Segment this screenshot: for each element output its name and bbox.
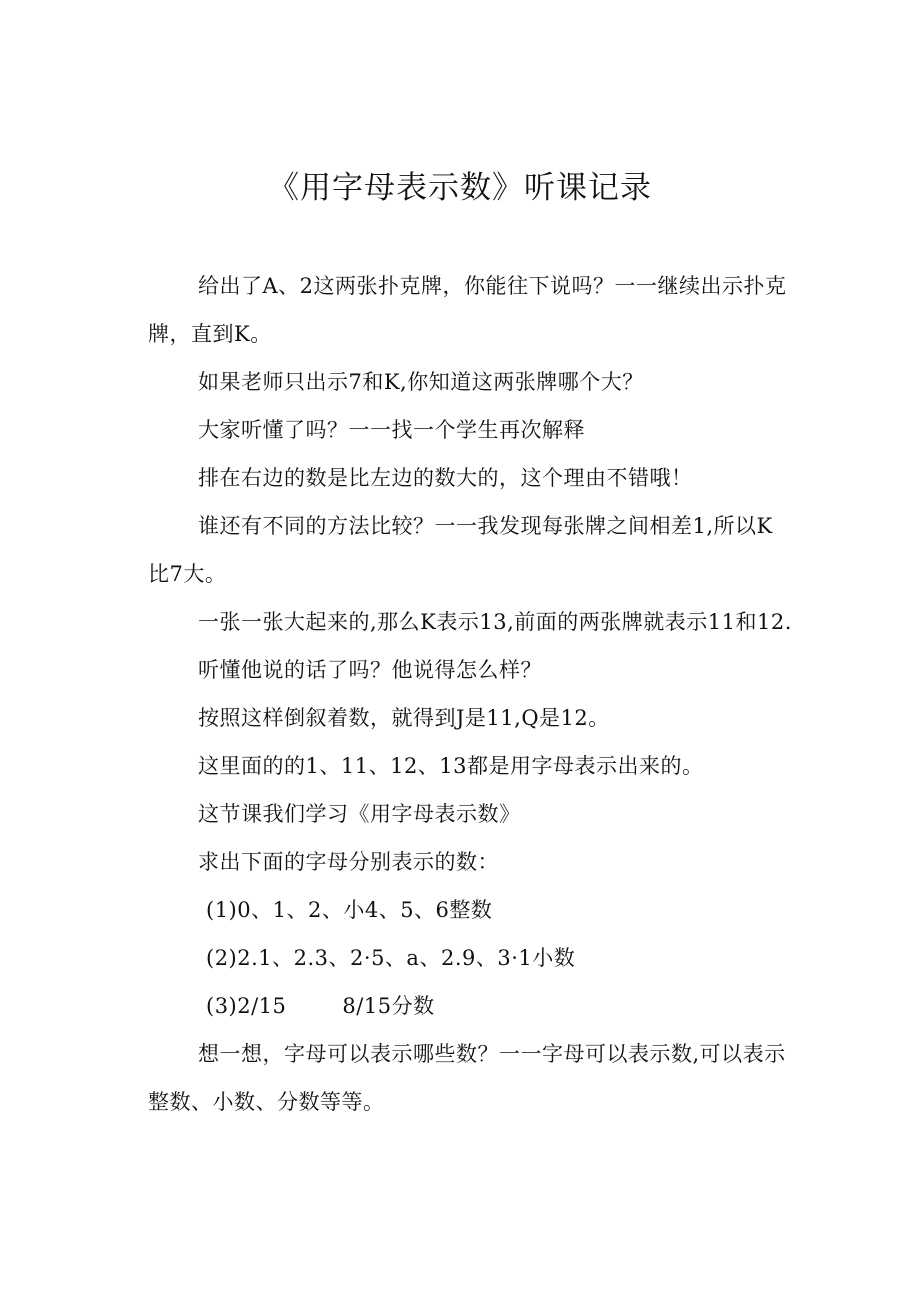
paragraph: 如果老师只出示7和K,你知道这两张牌哪个大？ [198, 370, 644, 394]
closing-paragraph: 想一想，字母可以表示哪些数？一一字母可以表示数,可以表示整数、小数、分数等等。 [148, 1042, 786, 1114]
paragraph: 一张一张大起来的,那么K表示13,前面的两张牌就表示11和12. [198, 610, 792, 634]
document-body [148, 262, 792, 1126]
paragraph: 谁还有不同的方法比较？一一我发现每张牌之间相差1,所以K比7大。 [148, 514, 773, 586]
paragraph: 这节课我们学习《用字母表示数》 [198, 802, 521, 826]
paragraph: 给出了A、2这两张扑克牌，你能往下说吗？一一继续出示扑克牌，直到K。 [148, 274, 787, 346]
paragraph: 听懂他说的话了吗？他说得怎么样？ [198, 658, 542, 682]
document-title: 《用字母表示数》听课记录 [268, 170, 652, 206]
list-item: (2)2.1、2.3、2·5、a、2.9、3·1小数 [206, 946, 576, 970]
paragraph: 排在右边的数是比左边的数大的，这个理由不错哦！ [198, 466, 693, 490]
paragraph: 求出下面的字母分别表示的数： [198, 850, 499, 874]
paragraph: 按照这样倒叙着数，就得到J是11,Q是12。 [198, 706, 610, 730]
paragraph: 这里面的的1、11、12、13都是用字母表示出来的。 [198, 754, 704, 778]
list-item-left: (3)2/15 [206, 994, 287, 1018]
list-item [148, 982, 792, 1030]
list-item-right: 8/15分数 [342, 994, 435, 1018]
list-item: (1)0、1、2、小4、5、6整数 [206, 898, 493, 922]
paragraph: 大家听懂了吗？一一找一个学生再次解释 [198, 418, 585, 442]
